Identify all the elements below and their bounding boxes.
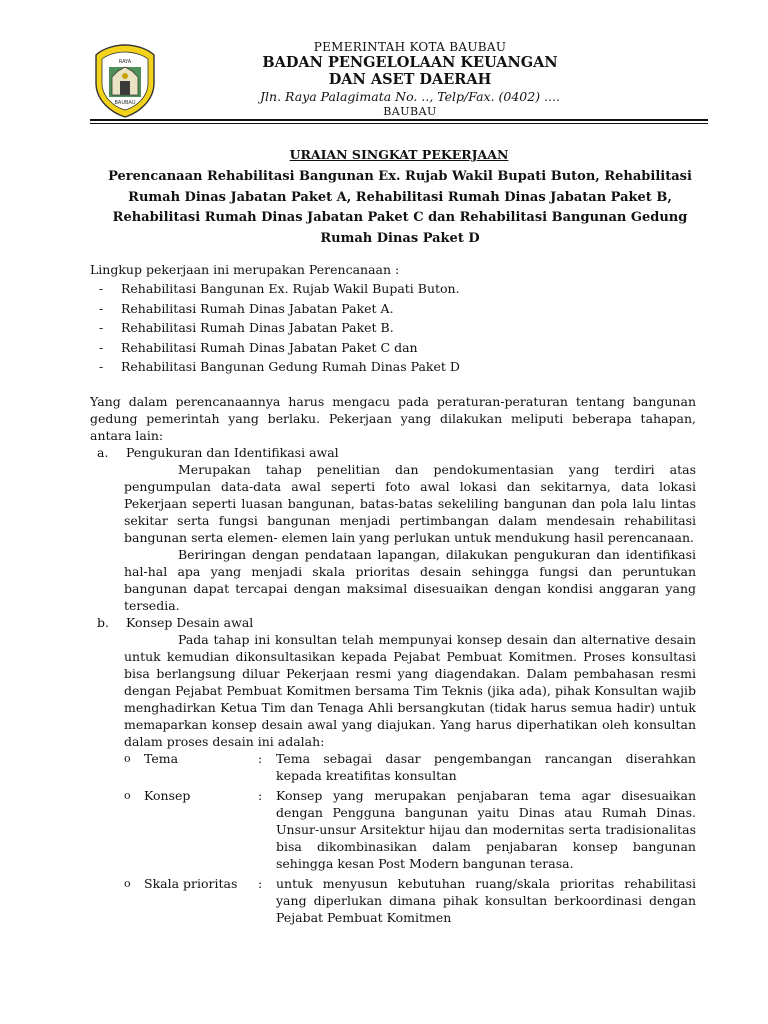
step-a-paragraph: Merupakan tahap penelitian dan pendokumentasian yang terdiri atas pengumpulan data-data awal seperti foto awal lokasi dan sekitarnya, data lokasi Pekerjaan seperti luasan bangunan, batas-batas sekeliling bangunan dan pola lalu lintas sekitar serta fungsi bangunan menjadi pertimbangan dalam mendesain rehabilitasi bangunan serta elemen- elemen lain yang perlukan untuk mendukung hasil perencanaan. bbox=[124, 461, 696, 545]
step-b-paragraph: Pada tahap ini konsultan telah mempunyai konsep desain dan alternative desain untuk kemudian dikonsultasikan kepada Pejabat Pembuat Komitmen. Proses konsultasi bisa berlangsung diluar Pekerjaan resmi yang diagendakan. Dalam pembahasan resmi dengan Pejabat Pembuat Komitmen bersama Tim Teknis (jika ada), pihak Konsultan wajib menghadirkan Ketua Tim dan Tenaga Ahli bersangkutan (tidak harus semua hadir) untuk memaparkan konsep desain awal yang diajukan. Yang harus diperhatikan oleh konsultan dalam proses desain ini adalah: bbox=[124, 631, 696, 749]
letterhead-city: BAUBAU bbox=[383, 105, 437, 118]
document-title: URAIAN SINGKAT PEKERJAAN bbox=[289, 147, 509, 162]
scope-item: - Rehabilitasi Bangunan Gedung Rumah Dinas Paket D bbox=[99, 359, 460, 374]
scope-item: - Rehabilitasi Bangunan Ex. Rujab Wakil Bupati Buton. bbox=[99, 281, 460, 296]
letterhead-government: PEMERINTAH KOTA BAUBAU bbox=[313, 40, 507, 54]
scope-item: - Rehabilitasi Rumah Dinas Jabatan Paket B. bbox=[99, 320, 394, 335]
step-b-heading: b. Konsep Desain awal bbox=[97, 614, 254, 630]
letterhead-agency-line2: DAN ASET DAERAH bbox=[328, 71, 492, 88]
scope-item: - Rehabilitasi Rumah Dinas Jabatan Paket C dan bbox=[99, 339, 418, 355]
document-subtitle: Perencanaan Rehabilitasi Bangunan Ex. Rujab Wakil Bupati Buton, Rehabilitasi Rumah Dinas Jabatan Paket A, Rehabilitasi Rumah Dinas Jabatan Paket B, Rehabilitasi Rumah Dinas Jabatan Paket C dan Rehabilitasi Bangunan Gedung Rumah Dinas Paket D bbox=[108, 169, 692, 246]
step-b-body bbox=[90, 631, 696, 750]
document-body bbox=[90, 261, 696, 926]
main-paragraph: Yang dalam perencanaannya harus mengacu pada peraturan-peraturan tentang bangunan gedung pemerintah yang berlaku. Pekerjaan yang dilakukan meliputi beberapa tahapan, antara lain: bbox=[90, 393, 696, 443]
concept-item: o Skala prioritas : untuk menyusun kebutuhan ruang/skala prioritas rehabilitasi yang diperlukan dimana pihak konsultan berkoordinasi dengan Pejabat Pembuat Komitmen bbox=[124, 875, 696, 925]
step-a-heading: a. Pengukuran dan Identifikasi awal bbox=[97, 444, 339, 460]
city-emblem-logo bbox=[92, 43, 158, 119]
concept-item: o Konsep : Konsep yang merupakan penjabaran tema agar disesuaikan dengan Pengguna bangunan yaitu Dinas atau Rumah Dinas. Unsur-unsur Arsitektur hijau dan modernitas serta tradisionalitas bisa dikombinasikan dalam penjabaran konsep bangunan sehingga kesan Post Modern bangunan terasa. bbox=[124, 787, 696, 871]
logo-text-bottom: BAUBAU bbox=[114, 100, 136, 106]
letterhead-rule-thick bbox=[90, 119, 708, 121]
concept-list bbox=[90, 750, 696, 926]
step-a-body bbox=[90, 461, 696, 614]
letterhead bbox=[225, 40, 595, 119]
scope-item: - Rehabilitasi Rumah Dinas Jabatan Paket A. bbox=[99, 300, 394, 316]
concept-item: o Tema : Tema sebagai dasar pengembangan rancangan diserahkan kepada kreatifitas konsultan bbox=[124, 750, 696, 783]
step-a-paragraph: Beriringan dengan pendataan lapangan, dilakukan pengukuran dan identifikasi hal-hal apa yang menjadi skala prioritas desain sehingga fungsi dan peruntukan bangunan dapat tercapai dengan maksimal disesuaikan dengan kondisi anggaran yang tersedia. bbox=[124, 546, 696, 613]
logo-text-top: RAYA bbox=[118, 59, 132, 65]
scope-list bbox=[90, 279, 696, 377]
scope-intro: Lingkup pekerjaan ini merupakan Perencanaan : bbox=[90, 262, 400, 277]
letterhead-rule-thin bbox=[90, 123, 708, 124]
letterhead-address: Jln. Raya Palagimata No. .., Telp/Fax. (0402) .... bbox=[260, 89, 560, 104]
letterhead-agency-line1: BADAN PENGELOLAAN KEUANGAN bbox=[262, 54, 558, 71]
